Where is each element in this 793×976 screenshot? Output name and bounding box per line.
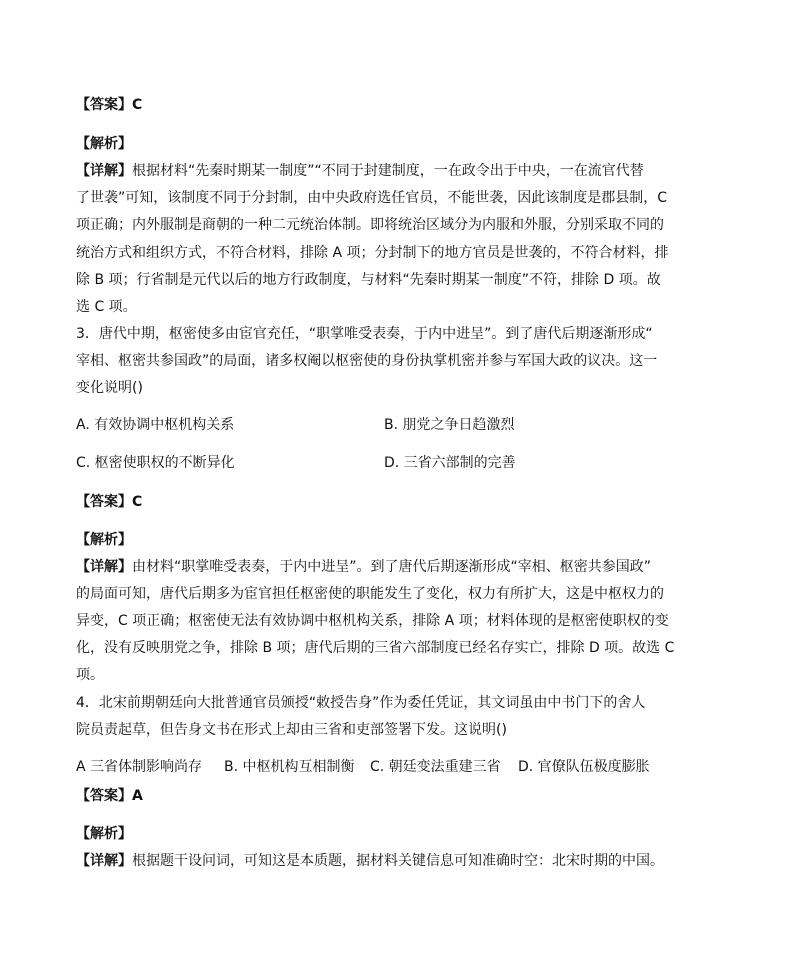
analysis-label: 【解析】 — [76, 136, 132, 152]
detail-label: 【详解】 — [76, 853, 132, 869]
detail-label: 【详解】 — [76, 163, 132, 179]
analysis-label: 【解析】 — [76, 532, 132, 548]
option-b: B. 中枢机构互相制衡 — [224, 759, 355, 775]
option-d: D. 三省六部制的完善 — [384, 455, 516, 471]
explanation-line: 化，没有反映朋党之争，排除 B 项；唐代后期的三省六部制度已经名存实亡，排除 D 项。故选 C — [76, 640, 675, 656]
explanation-line: 了世袭”可知，该制度不同于分封制，由中央政府选任官员，不能世袭，因此该制度是郡县制，C — [76, 190, 668, 206]
q2-answer-line — [76, 95, 142, 115]
option-a: A. 有效协调中枢机构关系 — [76, 417, 235, 433]
explanation-text: 由材料“职掌唯受表奏，于内中进呈”。到了唐代后期逐渐形成“宰相、枢密共参国政” — [132, 559, 652, 575]
answer-value: C — [132, 494, 143, 510]
explanation-line: 项正确；内外服制是商朝的一种二元统治体制。即将统治区域分为内服和外服，分别采取不同的 — [76, 217, 664, 233]
question-stem-line: 4．北宋前期朝廷向大批普通官员颁授“敕授告身”作为委任凭证，其文词虽由中书门下的舍人 — [76, 695, 646, 711]
explanation-line: 项。 — [76, 667, 104, 683]
question-stem-line: 院员责起草，但告身文书在形式上却由三省和吏部签署下发。这说明() — [76, 722, 507, 738]
explanation-line: 的局面可知，唐代后期多为宦官担任枢密使的职能发生了变化，权力有所扩大，这是中枢权力的 — [76, 586, 664, 602]
answer-label: 【答案】 — [76, 788, 132, 804]
option-b: B. 朋党之争日趋激烈 — [384, 417, 515, 433]
q4-answer-line — [76, 786, 143, 806]
explanation-line: 选 C 项。 — [76, 299, 137, 315]
question-stem-line: 宰相、枢密共参国政”的局面，诸多权阉以枢密使的身份执掌机密并参与军国大政的议决。这一 — [76, 353, 658, 369]
analysis-label: 【解析】 — [76, 826, 132, 842]
explanation-text: 根据材料“先秦时期某一制度”“不同于封建制度，一在政令出于中央，一在流官代替 — [132, 163, 644, 179]
option-c: C. 朝廷变法重建三省 — [370, 759, 501, 775]
detail-label: 【详解】 — [76, 559, 132, 575]
answer-label: 【答案】 — [76, 97, 132, 113]
option-c: C. 枢密使职权的不断异化 — [76, 455, 235, 471]
explanation-line — [76, 161, 644, 181]
explanation-line — [76, 557, 651, 577]
explanation-line — [76, 851, 664, 871]
explanation-line: 统治方式和组织方式，不符合材料，排除 A 项；分封制下的地方官员是世袭的，不符合材料，排 — [76, 245, 669, 261]
answer-label: 【答案】 — [76, 494, 132, 510]
question-stem-line: 3．唐代中期，枢密使多由宦官充任，“职掌唯受表奏，于内中进呈”。到了唐代后期逐渐形成“ — [76, 326, 653, 342]
option-d: D. 官僚队伍极度膨胀 — [518, 759, 650, 775]
explanation-line: 异变，C 项正确；枢密使无法有效协调中枢机构关系，排除 A 项；材料体现的是枢密使职权的变 — [76, 613, 669, 629]
q3-answer-line — [76, 492, 142, 512]
explanation-text: 根据题干设问词，可知这是本质题，据材料关键信息可知准确时空：北宋时期的中国。 — [132, 853, 664, 869]
explanation-line: 除 B 项；行省制是元代以后的地方行政制度，与材料“先秦时期某一制度”不符，排除 D 项。故 — [76, 272, 661, 288]
option-a: A 三省体制影响尚存 — [76, 759, 203, 775]
question-stem-line: 变化说明() — [76, 380, 143, 396]
answer-value: A — [132, 788, 143, 804]
answer-value: C — [132, 97, 143, 113]
